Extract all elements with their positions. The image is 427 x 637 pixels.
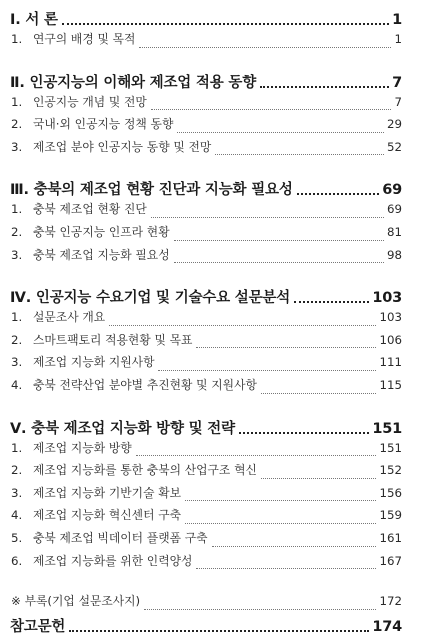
dot-leader — [260, 85, 389, 88]
item-title: 제조업 지능화 지원사항 — [33, 355, 155, 370]
item-title: 인공지능 개념 및 전망 — [33, 94, 147, 109]
chapter-title: Ⅳ. 인공지능 수요기업 및 기술수요 설문분석 — [10, 290, 290, 307]
dot-leader — [139, 46, 391, 48]
item-title: 제조업 지능화 혁신센터 구축 — [33, 508, 181, 523]
chapter-title: Ⅴ. 충북 제조업 지능화 방향 및 전략 — [10, 420, 235, 437]
item-title: 충북 제조업 빅데이터 플랫폼 구축 — [33, 530, 208, 545]
item-title: 제조업 지능화 방향 — [33, 440, 132, 455]
dot-leader — [62, 22, 389, 25]
dot-leader — [297, 192, 380, 195]
toc-item[interactable] — [10, 529, 402, 552]
item-title: 충북 전략산업 분야별 추진현황 및 지원사항 — [33, 377, 257, 392]
item-title: 충북 제조업 현황 진단 — [33, 202, 147, 217]
item-number: 6. — [11, 553, 23, 568]
item-number: 1. — [11, 32, 23, 46]
item-number: 1. — [11, 310, 23, 325]
item-page: 1 — [394, 32, 402, 46]
table-of-contents — [10, 8, 402, 637]
item-number: 2. — [11, 332, 23, 347]
item-title: 설문조사 개요 — [33, 310, 106, 325]
item-title: 국내·외 인공지능 정책 동향 — [33, 117, 174, 132]
item-title: 충북 인공지능 인프라 현황 — [33, 224, 170, 239]
toc-item[interactable] — [10, 506, 402, 529]
item-page: 52 — [386, 139, 402, 154]
item-page: 161 — [379, 530, 402, 545]
item-number: 3. — [11, 355, 23, 370]
toc-item[interactable] — [10, 439, 402, 462]
item-page: 156 — [379, 485, 402, 500]
item-page: 152 — [379, 463, 402, 478]
chapter-page: 69 — [382, 182, 402, 199]
dot-leader — [215, 153, 384, 155]
toc-chapter-3[interactable] — [10, 178, 402, 200]
dot-leader — [144, 608, 376, 610]
dot-leader — [174, 261, 384, 263]
toc-item[interactable] — [10, 223, 402, 246]
toc-item[interactable] — [10, 308, 402, 331]
item-number: 1. — [11, 202, 23, 217]
item-number: 2. — [11, 224, 23, 239]
dot-leader — [185, 522, 376, 524]
item-page: 159 — [379, 508, 402, 523]
toc-appendix[interactable] — [10, 592, 402, 615]
item-page: 103 — [379, 310, 402, 325]
dot-leader — [185, 499, 376, 501]
item-page: 81 — [386, 224, 402, 239]
toc-item[interactable] — [10, 30, 402, 53]
dot-leader — [294, 300, 369, 303]
dot-leader — [196, 346, 376, 348]
dot-leader — [151, 216, 384, 218]
toc-item[interactable] — [10, 331, 402, 354]
item-page: 29 — [386, 117, 402, 132]
chapter-title: Ⅰ. 서 론 — [10, 12, 58, 28]
chapter-page: 1 — [392, 12, 402, 28]
dot-leader — [69, 629, 369, 632]
references-title: 참고문헌 — [10, 618, 66, 635]
dot-leader — [109, 324, 376, 326]
dot-leader — [151, 108, 392, 110]
chapter-title: Ⅱ. 인공지능의 이해와 제조업 적용 동향 — [10, 74, 257, 91]
toc-item[interactable] — [10, 376, 402, 399]
item-page: 115 — [379, 377, 402, 392]
dot-leader — [212, 545, 377, 547]
toc-item[interactable] — [10, 461, 402, 484]
toc-item[interactable] — [10, 138, 402, 161]
appendix-title: ※ 부록(기업 설문조사지) — [11, 594, 141, 609]
appendix-page: 172 — [379, 594, 402, 609]
dot-leader — [261, 392, 377, 394]
item-title: 연구의 배경 및 목적 — [33, 32, 136, 46]
dot-leader — [158, 369, 376, 371]
item-page: 151 — [379, 440, 402, 455]
dot-leader — [261, 477, 377, 479]
item-number: 2. — [11, 463, 23, 478]
dot-leader — [239, 431, 369, 434]
toc-item[interactable] — [10, 552, 402, 575]
toc-chapter-1[interactable] — [10, 8, 402, 30]
toc-item[interactable] — [10, 353, 402, 376]
item-number: 2. — [11, 117, 23, 132]
item-number: 3. — [11, 485, 23, 500]
chapter-title: Ⅲ. 충북의 제조업 현황 진단과 지능화 필요성 — [10, 182, 293, 199]
dot-leader — [177, 131, 384, 133]
toc-item[interactable] — [10, 200, 402, 223]
chapter-page: 7 — [392, 74, 402, 91]
item-number: 1. — [11, 94, 23, 109]
toc-chapter-4[interactable] — [10, 286, 402, 308]
toc-item[interactable] — [10, 246, 402, 269]
item-page: 111 — [379, 355, 402, 370]
toc-references[interactable] — [10, 615, 402, 637]
item-number: 4. — [11, 377, 23, 392]
item-number: 1. — [11, 440, 23, 455]
item-page: 7 — [394, 94, 402, 109]
toc-item[interactable] — [10, 93, 402, 116]
toc-item[interactable] — [10, 115, 402, 138]
item-title: 제조업 지능화 기반기술 확보 — [33, 485, 181, 500]
item-title: 스마트팩토리 적용현황 및 목표 — [33, 332, 193, 347]
references-page: 174 — [372, 618, 402, 635]
item-page: 106 — [379, 332, 402, 347]
chapter-page: 151 — [372, 420, 402, 437]
item-number: 4. — [11, 508, 23, 523]
dot-leader — [174, 239, 384, 241]
item-number: 5. — [11, 530, 23, 545]
chapter-page: 103 — [372, 290, 402, 307]
item-page: 167 — [379, 553, 402, 568]
dot-leader — [196, 567, 376, 569]
toc-chapter-2[interactable] — [10, 71, 402, 93]
item-title: 제조업 분야 인공지능 동향 및 전망 — [33, 139, 212, 154]
toc-item[interactable] — [10, 484, 402, 507]
item-title: 충북 제조업 지능화 필요성 — [33, 247, 170, 262]
item-number: 3. — [11, 139, 23, 154]
item-page: 98 — [386, 247, 402, 262]
item-title: 제조업 지능화를 통한 충북의 산업구조 혁신 — [33, 463, 257, 478]
item-page: 69 — [386, 202, 402, 217]
item-number: 3. — [11, 247, 23, 262]
dot-leader — [136, 454, 377, 456]
item-title: 제조업 지능화를 위한 인력양성 — [33, 553, 193, 568]
toc-chapter-5[interactable] — [10, 417, 402, 439]
